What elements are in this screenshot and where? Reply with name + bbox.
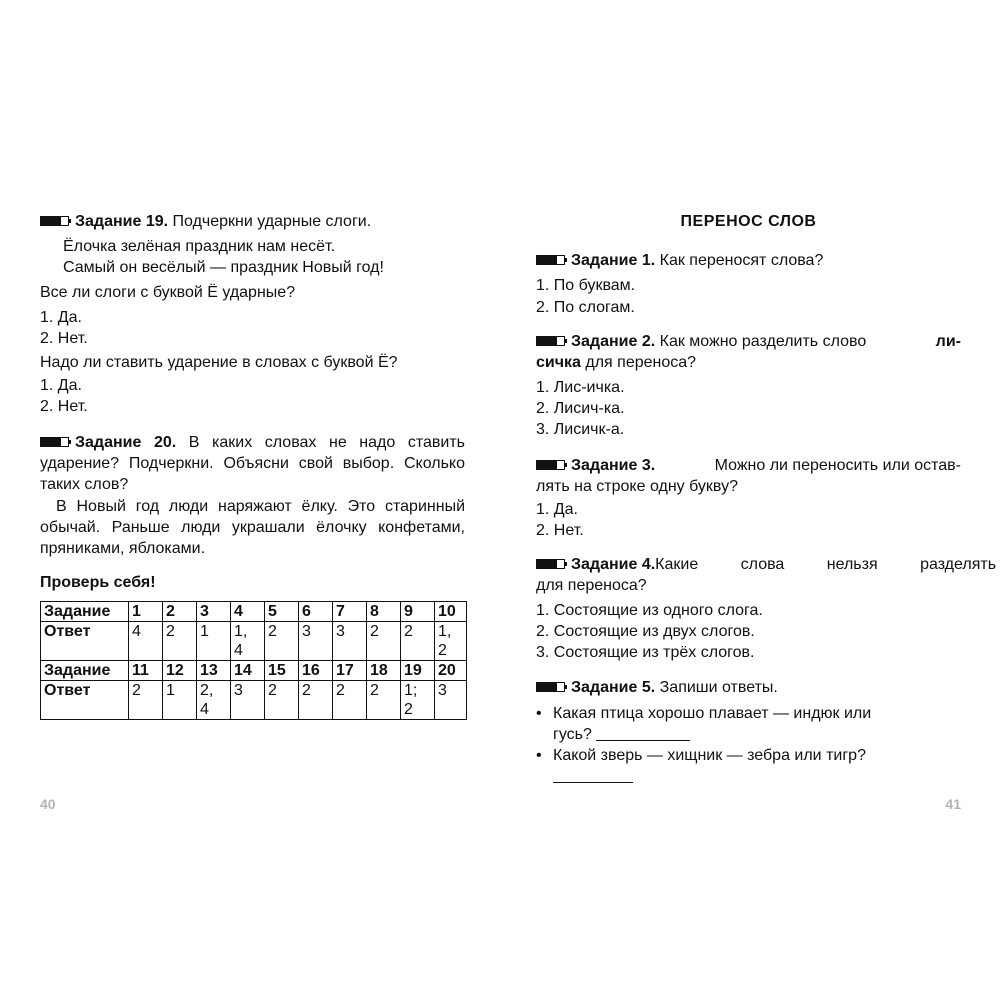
table-task-number: 18: [367, 661, 401, 681]
table-task-number: 5: [265, 602, 299, 622]
task-marker-icon: [536, 255, 567, 265]
bullet-1-text-2: гусь?: [553, 726, 592, 743]
table-answer-label: Ответ: [41, 622, 129, 661]
task-2-option-1: 1. Лис-ичка.: [536, 379, 625, 396]
task-marker-icon: [40, 437, 71, 447]
table-answer-cell: 1; 2: [401, 681, 435, 720]
table-task-row: [41, 602, 467, 622]
task-3-option-1: 1. Да.: [536, 501, 578, 518]
table-task-number: 13: [197, 661, 231, 681]
table-answer-cell: 2: [129, 681, 163, 720]
table-task-number: 12: [163, 661, 197, 681]
table-answer-cell: 2, 4: [197, 681, 231, 720]
table-task-number: 9: [401, 602, 435, 622]
task-3-line-1: Можно ли переносить или остав-: [714, 457, 961, 474]
bullet-2-text: Какой зверь — хищник — зебра или тигр?: [553, 747, 866, 764]
task-4-option-2: 2. Состоящие из двух слогов.: [536, 623, 755, 640]
task-3-label: Задание 3.: [571, 457, 656, 474]
task-19-q1-option-2: 2. Нет.: [40, 330, 88, 347]
task-1-text: Как переносят слова?: [659, 252, 824, 269]
table-answer-cell: 2: [265, 681, 299, 720]
table-answer-cell: 4: [129, 622, 163, 661]
table-task-number: 17: [333, 661, 367, 681]
bullet-1-text: Какая птица хорошо плавает — индюк или: [553, 705, 872, 722]
table-answer-cell: 1: [197, 622, 231, 661]
table-task-number: 11: [129, 661, 163, 681]
table-task-label: Задание: [41, 602, 129, 622]
answer-blank-2[interactable]: [553, 768, 633, 783]
answer-blank-1[interactable]: [596, 726, 690, 741]
table-answer-cell: 1, 4: [231, 622, 265, 661]
task-2-option-3: 3. Лисичк-а.: [536, 421, 625, 438]
task-2-label: Задание 2.: [571, 333, 656, 350]
table-answer-cell: 3: [299, 622, 333, 661]
task-4-label: Задание 4.: [571, 556, 656, 573]
task-4-line-1: Какие слова нельзя разделять: [655, 556, 997, 573]
table-task-number: 14: [231, 661, 265, 681]
check-yourself-title: Проверь себя!: [40, 574, 156, 591]
task-3-heading: [536, 455, 961, 476]
task-2-word-part-1: ли-: [935, 333, 961, 350]
task-5-bullet-1-line-2: [553, 724, 690, 745]
table-answer-cell: 3: [333, 622, 367, 661]
table-task-number: 8: [367, 602, 401, 622]
table-task-number: 3: [197, 602, 231, 622]
task-2-option-2: 2. Лисич-ка.: [536, 400, 625, 417]
table-task-number: 1: [129, 602, 163, 622]
table-task-number: 19: [401, 661, 435, 681]
table-answer-cell: 2: [401, 622, 435, 661]
task-5-text: Запиши ответы.: [659, 679, 778, 696]
task-19-q2-option-2: 2. Нет.: [40, 398, 88, 415]
table-answer-cell: 2: [333, 681, 367, 720]
task-5-heading: [536, 677, 778, 698]
task-3-option-2: 2. Нет.: [536, 522, 584, 539]
table-answer-row: [41, 622, 467, 661]
task-2-word-part-2: сичка: [536, 354, 581, 371]
task-1-label: Задание 1.: [571, 252, 656, 269]
table-answer-label: Ответ: [41, 681, 129, 720]
task-marker-icon: [536, 336, 567, 346]
task-4-line-2: для переноса?: [536, 577, 647, 594]
task-5-label: Задание 5.: [571, 679, 656, 696]
table-task-number: 7: [333, 602, 367, 622]
task-marker-icon: [536, 460, 567, 470]
task-4-option-3: 3. Состоящие из трёх слогов.: [536, 644, 755, 661]
task-19-q2-option-1: 1. Да.: [40, 377, 82, 394]
table-answer-cell: 2: [299, 681, 333, 720]
task-20-passage: В Новый год люди наряжают ёлку. Это старинный обычай. Раньше люди украшали ёлочку конфетами, пряниками, яблоками.: [40, 498, 465, 557]
task-1-option-1: 1. По буквам.: [536, 277, 636, 294]
table-task-label: Задание: [41, 661, 129, 681]
task-1-heading: [536, 250, 823, 271]
task-19-q1-option-1: 1. Да.: [40, 309, 82, 326]
task-19-text: Подчеркни ударные слоги.: [172, 213, 372, 230]
poem-line-1: Ёлочка зелёная праздник нам несёт.: [63, 238, 336, 255]
answers-table: [40, 601, 467, 720]
table-answer-cell: 3: [435, 681, 467, 720]
task-2-heading: [536, 331, 961, 352]
task-19-question-1: Все ли слоги с буквой Ё ударные?: [40, 284, 296, 301]
task-1-option-2: 2. По слогам.: [536, 299, 635, 316]
table-answer-cell: 2: [367, 681, 401, 720]
task-2-line-2: [536, 352, 696, 373]
task-20-label: Задание 20.: [75, 434, 177, 451]
table-task-number: 15: [265, 661, 299, 681]
table-answer-cell: 2: [367, 622, 401, 661]
task-marker-icon: [40, 216, 71, 226]
table-answer-row: [41, 681, 467, 720]
bullet-dot-icon: •: [536, 705, 542, 722]
task-5-bullet-1-line-1: [553, 703, 961, 724]
task-3-line-2: лять на строке одну букву?: [536, 478, 738, 495]
poem-line-2: Самый он весёлый — праздник Новый год!: [63, 259, 384, 276]
section-title: ПЕРЕНОС СЛОВ: [680, 213, 817, 230]
table-task-number: 4: [231, 602, 265, 622]
table-task-number: 2: [163, 602, 197, 622]
task-19-question-2: Надо ли ставить ударение в словах с буквой Ё?: [40, 354, 398, 371]
table-task-number: 16: [299, 661, 333, 681]
table-answer-cell: 2: [265, 622, 299, 661]
task-20-block: [40, 432, 465, 495]
task-19-heading: [40, 211, 371, 232]
table-answer-cell: 3: [231, 681, 265, 720]
table-answer-cell: 2: [163, 622, 197, 661]
task-marker-icon: [536, 682, 567, 692]
table-task-number: 20: [435, 661, 467, 681]
task-20-text: В каких словах не надо ставить ударение? Подчеркни. Объясни свой выбор. Сколько таких слов?: [40, 434, 465, 493]
task-5-bullet-2-line-2: [553, 766, 633, 787]
task-marker-icon: [536, 559, 567, 569]
table-task-number: 6: [299, 602, 333, 622]
table-answer-cell: 1, 2: [435, 622, 467, 661]
table-task-number: 10: [435, 602, 467, 622]
page-number-right: 41: [945, 796, 961, 812]
task-2-text-after: для переноса?: [580, 354, 697, 371]
page-number-left: 40: [40, 796, 56, 812]
task-4-heading: [536, 554, 997, 575]
task-4-option-1: 1. Состоящие из одного слога.: [536, 602, 763, 619]
bullet-dot-icon: •: [536, 747, 542, 764]
task-19-label: Задание 19.: [75, 213, 169, 230]
task-2-text: Как можно разделить слово: [659, 333, 867, 350]
table-task-row: [41, 661, 467, 681]
table-answer-cell: 1: [163, 681, 197, 720]
